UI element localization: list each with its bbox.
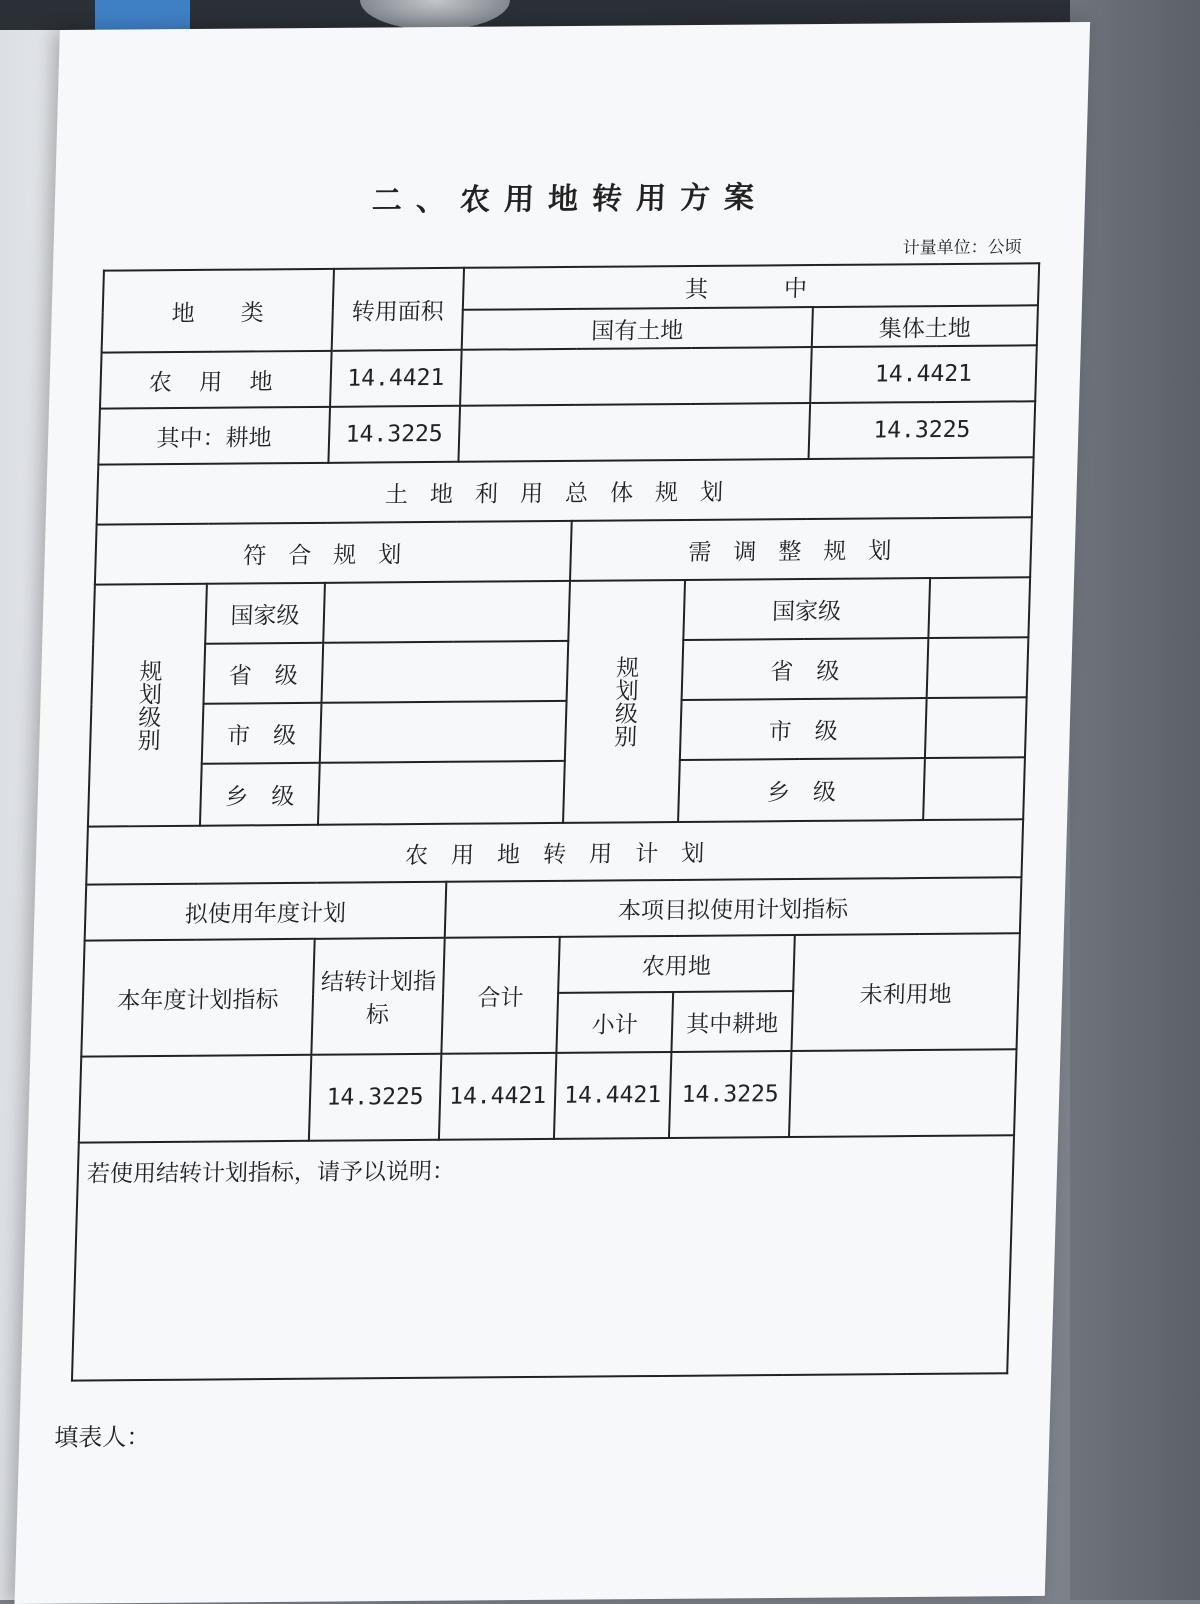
total-header: 合计: [441, 937, 559, 1054]
plan-level-text: 规划级别: [133, 659, 162, 752]
carry-over-note-cell: [72, 1135, 1014, 1380]
level-province-left-value: [321, 641, 568, 703]
total-value: 14.4421: [439, 1053, 557, 1140]
plan-level-label-right: [563, 580, 685, 823]
table-row: [79, 1049, 1017, 1142]
unused-land-header: 未利用地: [791, 933, 1019, 1051]
level-city-left-value: [320, 701, 567, 763]
level-city-left: 市 级: [202, 703, 322, 764]
converted-area-header: 转用面积: [332, 268, 464, 351]
unused-land-value: [789, 1049, 1017, 1137]
agri-land-header: 农用地: [558, 935, 795, 993]
of-which-header: 其 中: [463, 263, 1039, 310]
collective-land-value: 14.4421: [810, 345, 1037, 403]
subtotal-header: 小计: [556, 992, 673, 1053]
this-year-indicator-header: 本年度计划指标: [81, 939, 314, 1057]
carry-over-note-label: 若使用结转计划指标，请予以说明：: [86, 1158, 456, 1188]
level-township-left-value: [318, 761, 565, 825]
level-province-left: 省 级: [203, 643, 323, 704]
land-type-header: 地 类: [102, 269, 334, 353]
master-plan-title: 土地利用总体规划: [97, 457, 1034, 524]
arable-header: 其中耕地: [671, 991, 793, 1052]
state-land-header: 国有土地: [462, 307, 813, 350]
level-national-left-value: [323, 581, 570, 643]
level-city-right: 市 级: [680, 698, 927, 760]
converted-area-value: 14.3225: [328, 406, 460, 463]
carry-over-indicator-value: 14.3225: [309, 1054, 442, 1141]
table-row: [98, 401, 1035, 464]
conversion-form-table: [71, 262, 1040, 1381]
unit-label: 计量单位：公顷: [902, 237, 1022, 259]
level-national-right-value: [928, 577, 1030, 638]
subtotal-value: 14.4421: [554, 1052, 672, 1139]
conforming-plan-header: 符合规划: [95, 521, 572, 585]
level-national-right: 国家级: [683, 578, 930, 640]
conversion-plan-title: 农 用 地 转 用 计 划: [86, 819, 1023, 884]
level-city-right-value: [925, 697, 1027, 758]
level-township-right-value: [923, 757, 1025, 820]
row-label: 农 用 地: [100, 351, 332, 409]
collective-land-header: 集体土地: [812, 305, 1038, 347]
desk-edge: [1070, 0, 1200, 1600]
plan-level-label-left: [88, 584, 207, 827]
arable-value: 14.3225: [669, 1051, 792, 1138]
filler-label: 填表人：: [53, 1422, 151, 1452]
state-land-value: [458, 403, 810, 462]
proposed-annual-plan-header: 拟使用年度计划: [85, 882, 447, 941]
adjust-plan-header: 需调整规划: [570, 517, 1032, 581]
level-township-right: 乡 级: [678, 758, 925, 822]
project-indicator-header: 本项目拟使用计划指标: [445, 877, 1022, 938]
page-title: 二、农用地转用方案: [371, 180, 769, 219]
carry-over-indicator-header: 结转计划指标: [311, 938, 444, 1055]
level-province-right-value: [927, 637, 1029, 698]
collective-land-value: 14.3225: [809, 401, 1036, 459]
level-province-right: 省 级: [682, 638, 929, 700]
state-land-value: [460, 347, 812, 406]
table-row: [100, 345, 1037, 408]
level-township-left: 乡 级: [200, 763, 320, 826]
level-national-left: 国家级: [205, 583, 325, 644]
document-page: [15, 22, 1091, 1604]
plan-level-text: 规划级别: [609, 655, 639, 748]
this-year-indicator-value: [79, 1055, 312, 1143]
converted-area-value: 14.4421: [330, 350, 462, 407]
row-label: 其中：耕地: [98, 407, 330, 465]
